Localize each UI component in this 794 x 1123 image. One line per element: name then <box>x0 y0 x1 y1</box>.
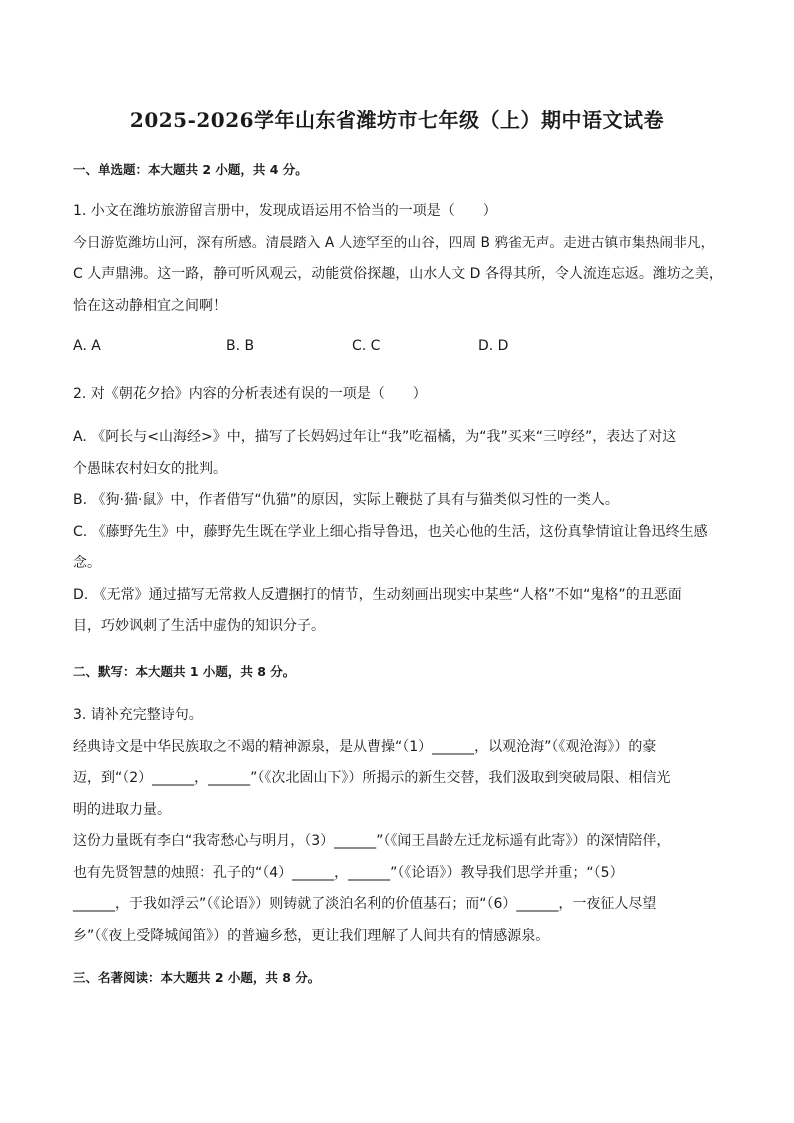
question-2-option-line: 目，巧妙讽刺了生活中虚伪的知识分子。 <box>73 618 325 634</box>
question-1-stem: 1. 小文在潍坊旅游留言册中，发现成语运用不恰当的一项是（ ） <box>73 203 497 219</box>
question-2-option-line: A. 《阿长与<山海经>》中，描写了长妈妈过年让“我”吃福橘，为“我”买来“三哼经”，表达了对这 <box>73 429 677 445</box>
question-2-option-line: 念。 <box>73 555 101 571</box>
question-1-passage-line: 恰在这动静相宜之间啊！ <box>73 297 227 314</box>
question-3-line: 经典诗文是中华民族取之不竭的精神源泉，是从曹操“（1）______，以观沧海”（《观沧海》）的豪 <box>73 738 657 755</box>
question-2-options <box>73 422 723 643</box>
section-heading-1: 一、单选题：本大题共 2 小题，共 4 分。 <box>73 162 308 177</box>
question-1 <box>73 196 723 322</box>
question-2-option-line: 个愚昧农村妇女的批判。 <box>73 460 227 477</box>
question-3-line: 乡”（《夜上受降城闻笛》）的普遍乡愁，更让我们理解了人间共有的情感源泉。 <box>73 927 550 944</box>
option-c: C. C <box>352 338 381 354</box>
option-b: B. B <box>226 338 255 354</box>
question-2-option-line: C. 《藤野先生》中，藤野先生既在学业上细心指导鲁迅，也关心他的生活，这份真挚情谊让鲁迅终生感 <box>73 523 708 540</box>
question-1-passage-line: C 人声鼎沸。这一路，静可听风观云，动能赏俗探趣，山水人文 D 各得其所，令人流连忘返。潍坊之美， <box>73 266 723 282</box>
question-3-stem: 3. 请补充完整诗句。 <box>73 707 203 723</box>
question-1-passage-line: 今日游览潍坊山河，深有所感。清晨踏入 A 人迹罕至的山谷，四周 B 鸦雀无声。走进古镇市集热闹非凡， <box>73 234 715 251</box>
option-a: A. A <box>73 338 101 354</box>
question-3-line: 明的进取力量。 <box>73 801 171 818</box>
question-3-line: 迈，到“（2）______，______”（《次北固山下》）所揭示的新生交替，我们汲取到突破局限、相信光 <box>73 770 671 786</box>
exam-title: 2025-2026学年山东省潍坊市七年级（上）期中语文试卷 <box>129 108 665 132</box>
question-1-options <box>73 338 723 362</box>
option-d: D. D <box>478 338 509 354</box>
question-3-line: ______，于我如浮云”（《论语》）则铸就了淡泊名利的价值基石；而“（6）______，一夜征人尽望 <box>73 896 657 912</box>
question-2-option-line: B. 《狗·猫·鼠》中，作者借写“仇猫”的原因，实际上鞭挞了具有与猫类似习性的一类人。 <box>73 492 619 508</box>
section-heading-2: 二、默写：本大题共 1 小题，共 8 分。 <box>73 664 296 679</box>
question-2-stem: 2. 对《朝花夕拾》内容的分析表述有误的一项是（ ） <box>73 386 427 402</box>
question-2-stem-block <box>73 379 723 411</box>
question-3-line: 这份力量既有李白“我寄愁心与明月，（3）______”（《闻王昌龄左迁龙标遥有此寄》）的深情陪伴， <box>73 833 671 849</box>
question-3-line: 也有先贤智慧的烛照：孔子的“（4）______，______”（《论语》）教导我们思学并重；“（5） <box>73 864 624 881</box>
section-heading-3: 三、名著阅读：本大题共 2 小题，共 8 分。 <box>73 970 321 985</box>
question-3 <box>73 700 723 952</box>
question-2-option-line: D. 《无常》通过描写无常救人反遭捆打的情节，生动刻画出现实中某些“人格”不如“鬼格”的丑恶面 <box>73 586 682 603</box>
